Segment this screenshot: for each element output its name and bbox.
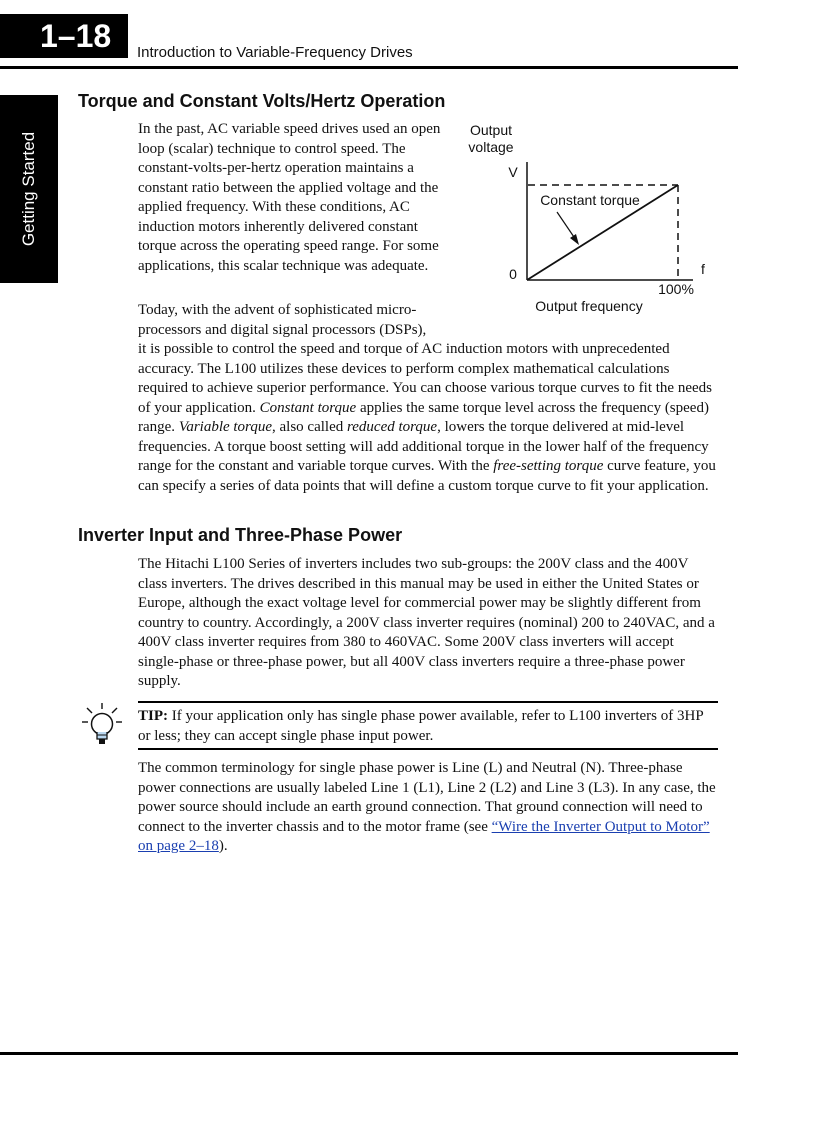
term-constant-torque: Constant torque	[259, 399, 357, 416]
chart-xlabel: Output frequency	[535, 298, 643, 314]
chart-ylabel-line1: Output	[469, 122, 513, 138]
tip-bottom-rule	[138, 748, 718, 750]
section-heading-torque: Torque and Constant Volts/Hertz Operation	[78, 91, 446, 111]
chart-annotation-arrowhead	[570, 234, 579, 245]
footer-rule	[0, 1052, 738, 1055]
section-heading-three-phase: Inverter Input and Three-Phase Power	[78, 525, 403, 545]
term-reduced-torque: reduced torque	[346, 419, 438, 435]
chart-annotation-arrow	[557, 212, 576, 240]
tip-top-rule	[138, 701, 718, 703]
chart-ylabel-line2: voltage	[468, 139, 514, 155]
chart-x-tick-100: 100%	[658, 281, 694, 297]
chart-x-axis-end-label: f	[701, 261, 705, 277]
chart-annotation-constant-torque: Constant torque	[540, 192, 640, 208]
wire-inverter-output-link[interactable]: “Wire the Inverter Output to Motor” on page 2–18	[138, 818, 710, 854]
tip-label: TIP:	[138, 708, 168, 724]
chart-y-tick-v: V	[508, 164, 518, 180]
lightbulb-icon	[82, 702, 122, 750]
paragraph-terminology: The common terminology for single phase power is Line (L) and Neutral (N). Three-phase power connections are usually labeled Line 1 (L1), Line 2 (L2) and Line 3 (L3). In any case, the power source should include an earth ground connection. That ground connection will need to connect to the inverter chassis and to the motor frame (see “Wire the Inverter Output to Motor” on page 2–18).	[138, 760, 716, 854]
header-rule	[0, 66, 738, 69]
paragraph-inverter-classes: The Hitachi L100 Series of inverters includes two sub-groups: the 200V class and the 400V class inverters. The drives described in this manual may be used in either the United States or Europe, although the exact voltage level for commercial power may be slightly different from country to country. Accordingly, a 200V class inverter requires (nominal) 200 to 240VAC, and a 400V class inverter requires from 380 to 460VAC. Some 200V class inverters will accept single-phase or three-phase power, but all 400V class inverters require a three-phase power supply.	[138, 556, 715, 689]
constant-torque-chart	[460, 120, 720, 320]
running-header-title: Introduction to Variable-Frequency Drives	[137, 44, 413, 61]
tip-text: TIP: If your application only has single phase power available, refer to L100 inverters of 3HP or less; they can accept single phase input power.	[138, 708, 704, 744]
paragraph-torque-curves: it is possible to control the speed and torque of AC induction motors with unprecedented accuracy. The L100 utilizes these devices to perform complex mathematical calculations required to achieve superior performance. You can choose various torque curves to fit the needs of your application. Constant torque applies the same torque level across the frequency (speed) range. Variable torque, also called reduced torque, lowers the torque delivered at mid-level frequencies. A torque boost setting will add additional torque in the lower half of the frequency range for the constant and variable torque curves. With the free-setting torque curve feature, you can specify a series of data points that will define a custom torque curve to fit your application.	[138, 341, 716, 494]
term-variable-torque: Variable torque	[178, 419, 272, 435]
side-tab-label: Getting Started	[19, 131, 38, 247]
page-number: 1–18	[0, 14, 128, 58]
paragraph-scalar: In the past, AC variable speed drives used an open loop (scalar) technique to control speed. The constant-volts-per-hertz operation maintains a constant ratio between the applied voltage and the applied frequency. With these conditions, AC induction motors inherently delivered constant torque across the operating speed range. For some applications, this scalar technique was adequate.	[138, 121, 441, 274]
paragraph-dsp-start: Today, with the advent of sophisticated micro-processors and digital signal processors (DSPs),	[138, 302, 427, 338]
chart-origin-label: 0	[509, 266, 517, 282]
term-free-setting-torque: free-setting torque	[493, 458, 604, 474]
